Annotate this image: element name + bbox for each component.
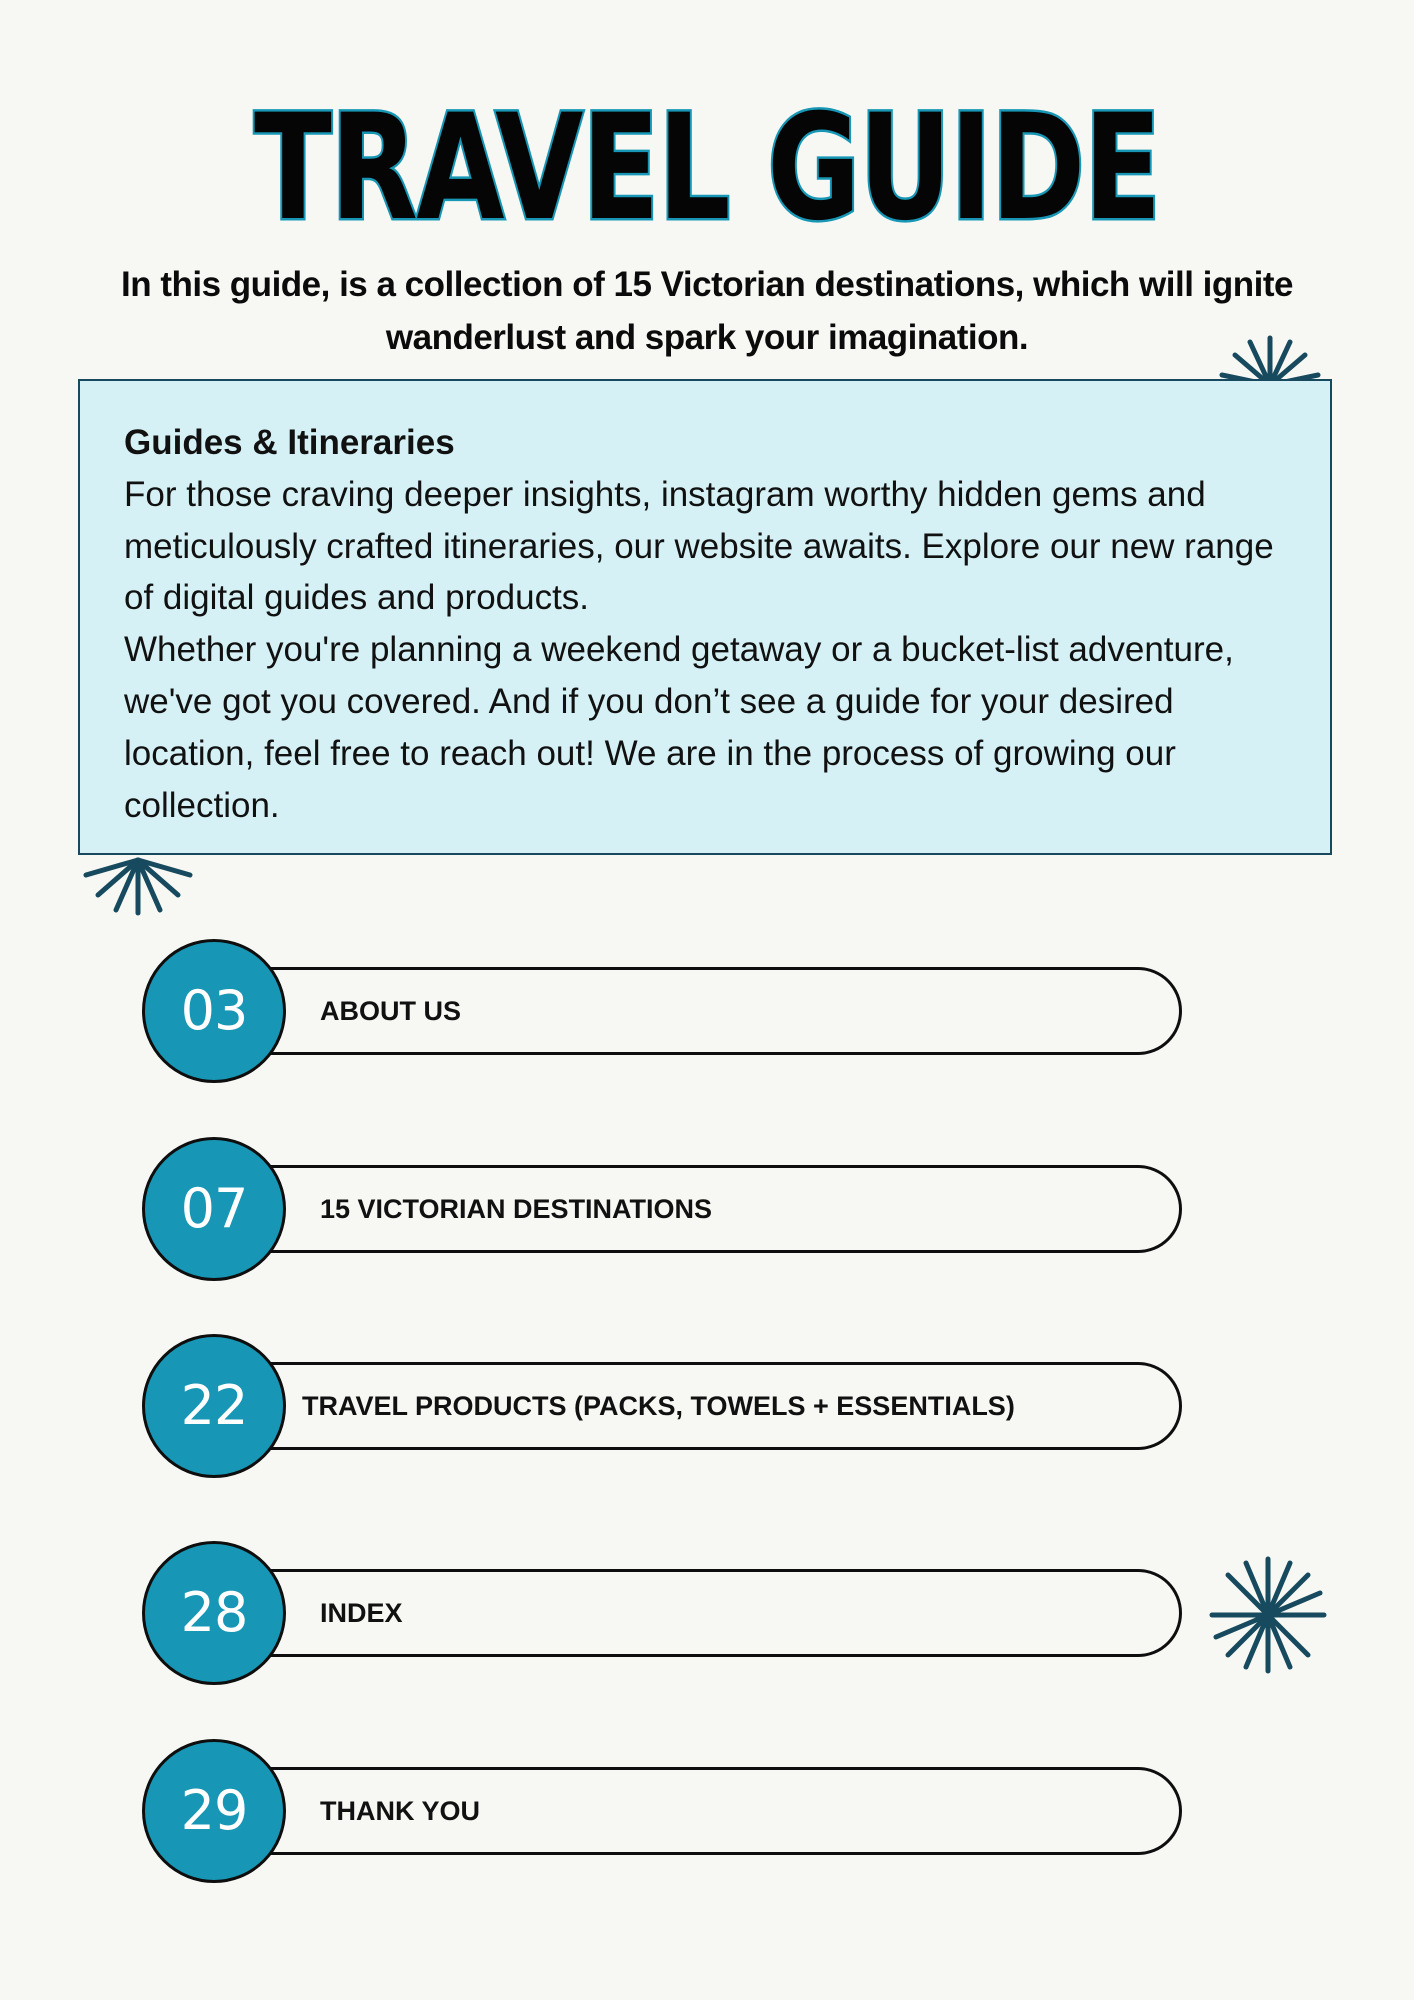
toc-item-victorian-destinations[interactable] — [140, 1135, 1185, 1285]
toc-page-number: 22 — [142, 1334, 286, 1478]
page-title: TRAVEL GUIDE — [254, 83, 1160, 253]
starburst-icon — [1208, 1555, 1328, 1675]
box-paragraph-2: Whether you're planning a weekend getaway or a bucket-list adventure, we've got you covered. And if you don’t see a guide for your desired location, feel free to reach out! We are in the process of growing our collection. — [124, 630, 1234, 825]
starburst-icon — [78, 855, 198, 920]
toc-item-thank-you[interactable] — [140, 1737, 1185, 1887]
toc-label: TRAVEL PRODUCTS (PACKS, TOWELS + ESSENTIALS) — [302, 1391, 1015, 1421]
toc-item-travel-products[interactable] — [140, 1332, 1185, 1482]
toc-page-number: 03 — [142, 939, 286, 1083]
toc-page-number: 29 — [142, 1739, 286, 1883]
toc-label: 15 VICTORIAN DESTINATIONS — [320, 1194, 713, 1224]
toc-label: THANK YOU — [320, 1796, 481, 1826]
toc-item-about-us[interactable] — [140, 937, 1185, 1087]
guides-itineraries-box — [78, 379, 1332, 855]
toc-label: INDEX — [320, 1598, 403, 1628]
box-title: Guides & Itineraries — [124, 423, 455, 462]
box-paragraph-1: For those craving deeper insights, instagram worthy hidden gems and meticulously crafted itineraries, our website awaits. Explore our new range of digital guides and products. — [124, 474, 1274, 618]
toc-page-number: 07 — [142, 1137, 286, 1281]
toc-label: ABOUT US — [320, 996, 461, 1026]
toc-item-index[interactable] — [140, 1539, 1185, 1689]
toc-page-number: 28 — [142, 1541, 286, 1685]
intro-text: In this guide, is a collection of 15 Victorian destinations, which will ignite wanderlust and spark your imagination. — [121, 265, 1293, 357]
